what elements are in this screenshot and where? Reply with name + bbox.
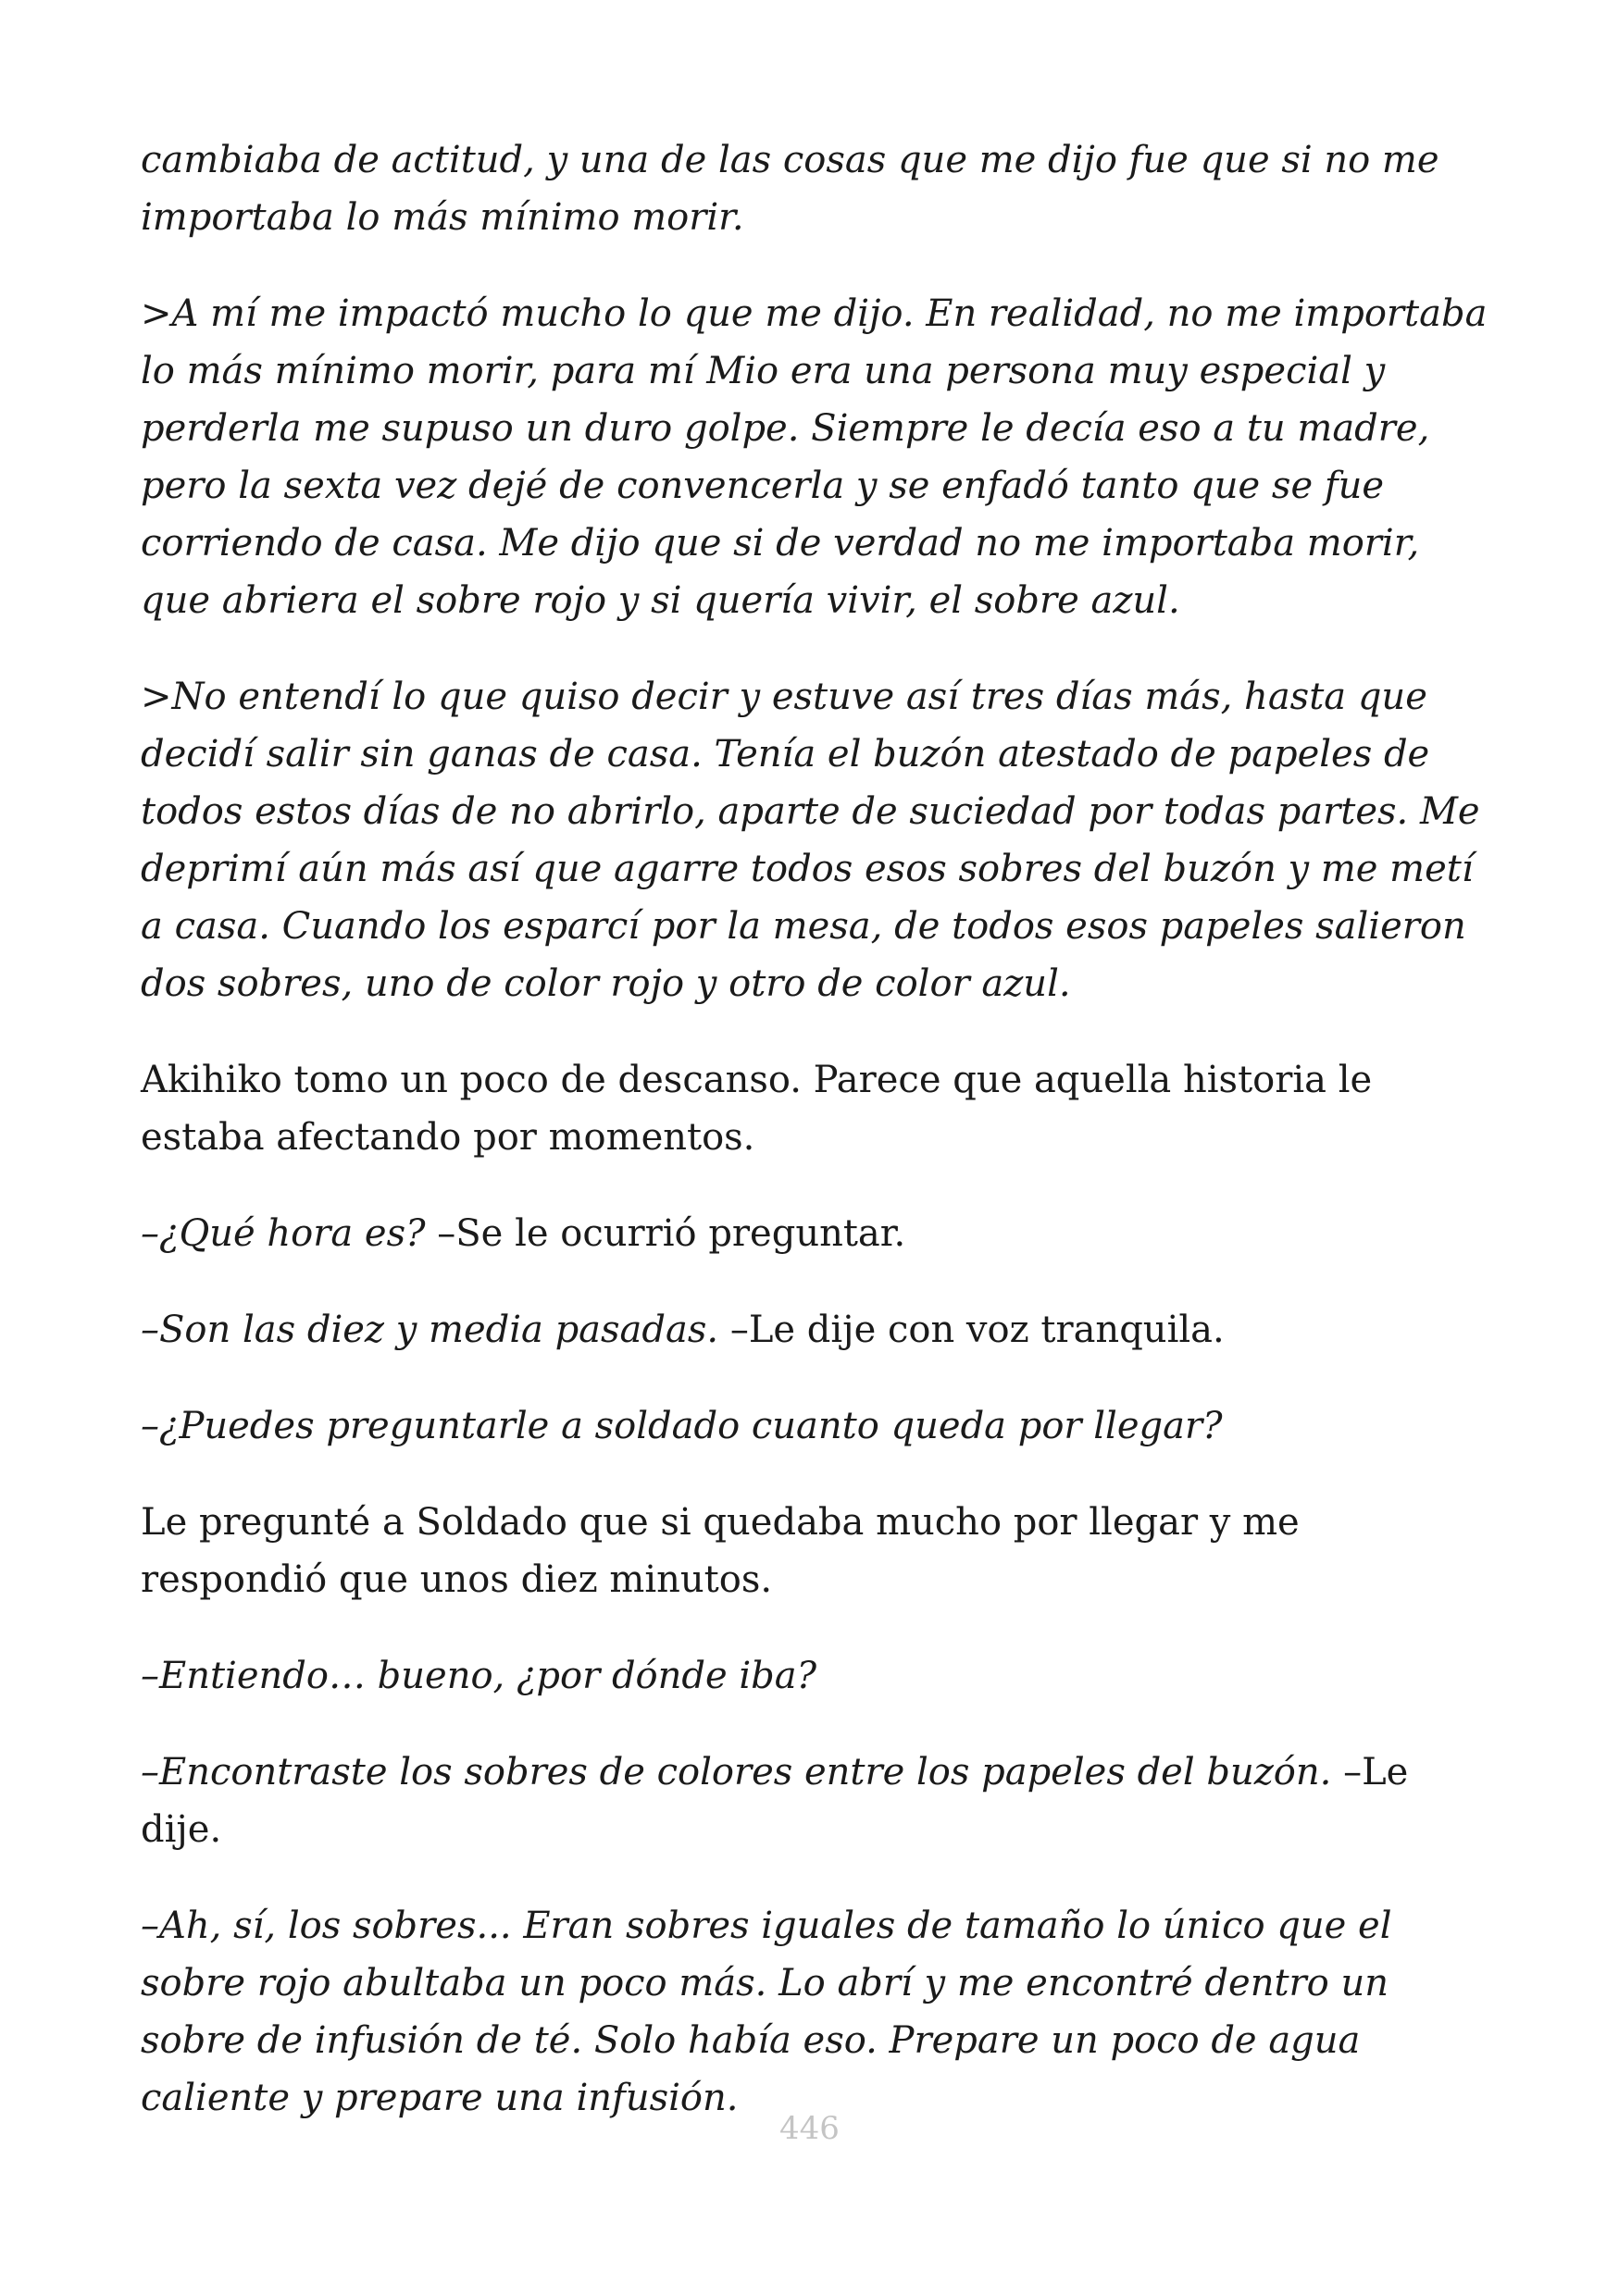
paragraph-4: Akihiko tomo un poco de descanso. Parece que aquella historia le estaba afectando por momentos. bbox=[141, 1059, 1373, 1159]
dialogue-envelopes: –Encontraste los sobres de colores entre los papeles del buzón. bbox=[141, 1751, 1332, 1793]
dialogue-answer-time: –Son las diez y media pasadas. bbox=[141, 1309, 719, 1351]
paragraph-5 bbox=[141, 1205, 1492, 1262]
paragraph-2: >A mí me impactó mucho lo que me dijo. En realidad, no me importaba lo más mínimo morir, para mí Mio era una persona muy especial y perderla me supuso un duro golpe. Siempre le decía eso a tu madre, pero la sexta vez dejé de convencerla y se enfadó tanto que se fue corriendo de casa. Me dijo que si de verdad no me importaba morir, que abriera el sobre rojo y si quería vivir, el sobre azul. bbox=[141, 292, 1488, 622]
paragraph-3: >No entendí lo que quiso decir y estuve así tres días más, hasta que decidí salir sin ganas de casa. Tenía el buzón atestado de papeles de todos estos días de no abrirlo, aparte de suciedad por todas partes. Me deprimí aún más así que agarre todos esos sobres del buzón y me metí a casa. Cuando los esparcí por la mesa, de todos esos papeles salieron dos sobres, uno de color rojo y otro de color azul. bbox=[141, 676, 1480, 1005]
paragraph-1: cambiaba de actitud, y una de las cosas que me dijo fue que si no me importaba lo más mínimo morir. bbox=[141, 139, 1439, 239]
paragraph-9: –Entiendo… bueno, ¿por dónde iba? bbox=[141, 1655, 817, 1697]
page-body bbox=[141, 131, 1492, 2166]
dialogue-question-time: –¿Qué hora es? bbox=[141, 1212, 426, 1255]
paragraph-11: –Ah, sí, los sobres... Eran sobres iguales de tamaño lo único que el sobre rojo abultaba un poco más. Lo abrí y me encontré dentro un sobre de infusión de té. Solo había eso. Prepare un poco de agua caliente y prepare una infusión. bbox=[141, 1905, 1392, 2119]
page-number: 446 bbox=[779, 2110, 840, 2147]
paragraph-10 bbox=[141, 1744, 1492, 1858]
dialogue-narration: –Le dije con voz tranquila. bbox=[718, 1309, 1225, 1351]
paragraph-7: –¿Puedes preguntarle a soldado cuanto queda por llegar? bbox=[141, 1405, 1223, 1447]
paragraph-8: Le pregunté a Soldado que si quedaba mucho por llegar y me respondió que unos diez minutos. bbox=[141, 1501, 1300, 1601]
dialogue-narration: –Se le ocurrió preguntar. bbox=[425, 1212, 906, 1255]
paragraph-6 bbox=[141, 1301, 1492, 1359]
dialogue-narration: –Le dije. bbox=[141, 1751, 1409, 1851]
